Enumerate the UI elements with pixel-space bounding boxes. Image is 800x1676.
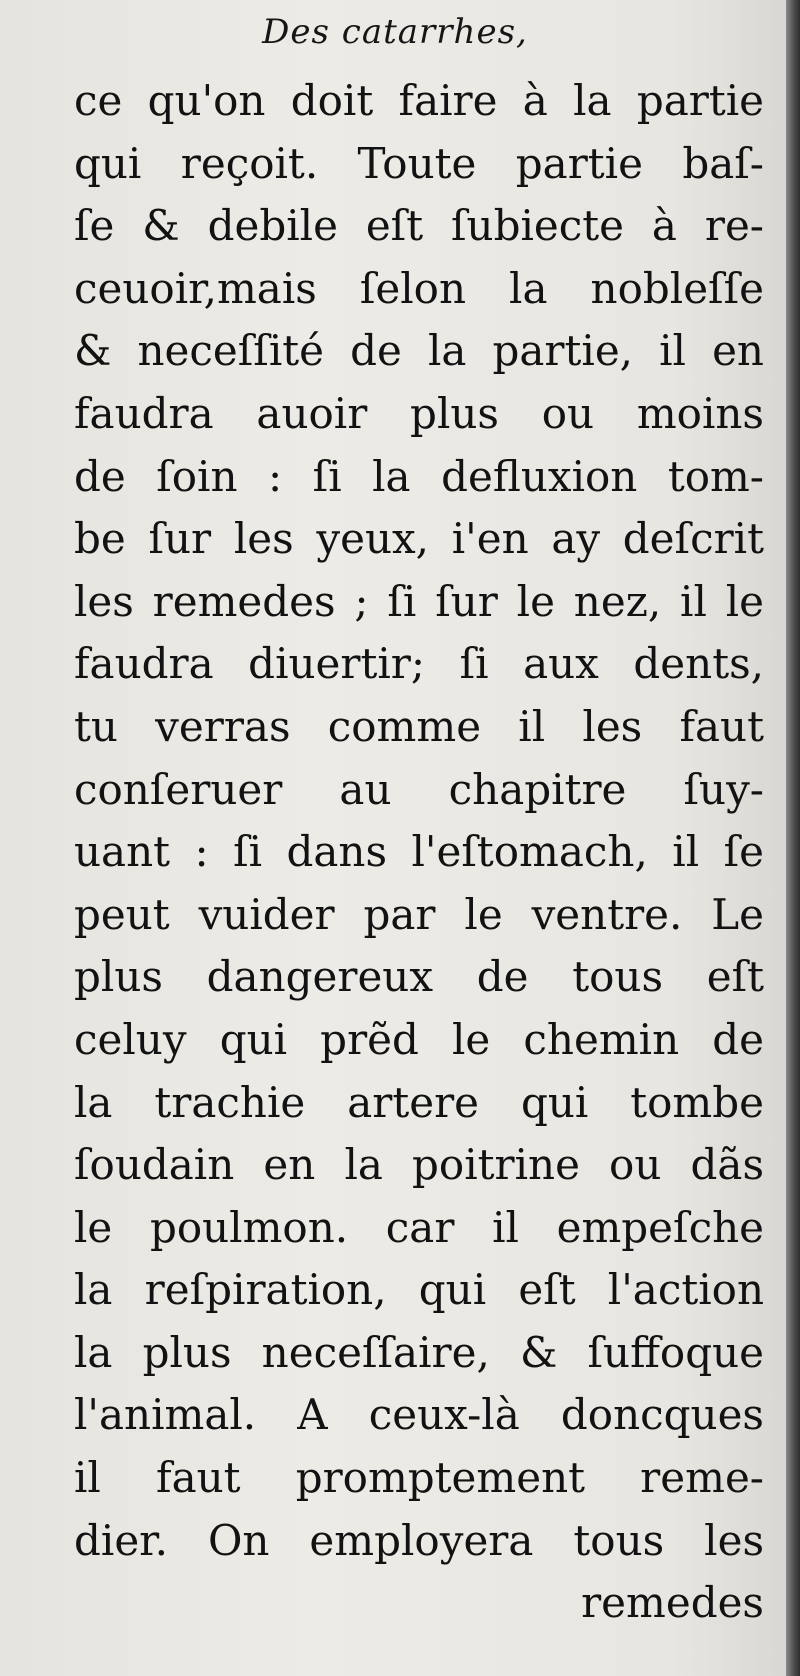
text-line: be ſur les yeux, i'en ay deſcrit [74, 514, 764, 564]
page-edge [786, 0, 800, 1676]
body-text [74, 70, 764, 1635]
text-line: dier. On employera tous les [74, 1515, 764, 1565]
text-line: ſe & debile eſt ſubiecte à re- [74, 201, 764, 251]
catchword: remedes [581, 1578, 764, 1628]
text-line: de ſoin : ſi la defluxion tom- [74, 451, 764, 501]
text-line: la trachie artere qui tombe [74, 1077, 764, 1127]
text-line: qui reçoit. Toute partie baſ- [74, 138, 764, 188]
text-line: faudra auoir plus ou moins [74, 388, 764, 438]
text-line: conſeruer au chapitre ſuy- [74, 764, 764, 814]
text-line: la reſpiration, qui eſt l'action [74, 1265, 764, 1315]
text-line: ſoudain en la poitrine ou dãs [74, 1140, 764, 1190]
text-line: ceuoir,mais ſelon la nobleſſe [74, 263, 764, 313]
text-line: uant : ſi dans l'eſtomach, il ſe [74, 827, 764, 877]
text-line: ce qu'on doit faire à la partie [74, 76, 764, 125]
text-line: le poulmon. car il empeſche [74, 1202, 764, 1252]
text-line: la plus neceſſaire, & ſuffoque [74, 1327, 764, 1377]
text-line: l'animal. A ceux-là doncques [74, 1390, 764, 1440]
text-line: celuy qui prẽd le chemin de [74, 1014, 764, 1064]
running-head: Des catarrhes, [262, 12, 528, 52]
text-line: peut vuider par le ventre. Le [74, 889, 764, 939]
text-line: & neceſſité de la partie, il en [74, 326, 764, 376]
text-line: tu verras comme il les faut [74, 701, 764, 751]
text-line: il faut promptement reme- [74, 1453, 764, 1503]
text-line: les remedes ; ſi ſur le nez, il le [74, 576, 764, 626]
text-line: faudra diuertir; ſi aux dents, [74, 639, 764, 689]
text-line: plus dangereux de tous eſt [74, 952, 764, 1002]
